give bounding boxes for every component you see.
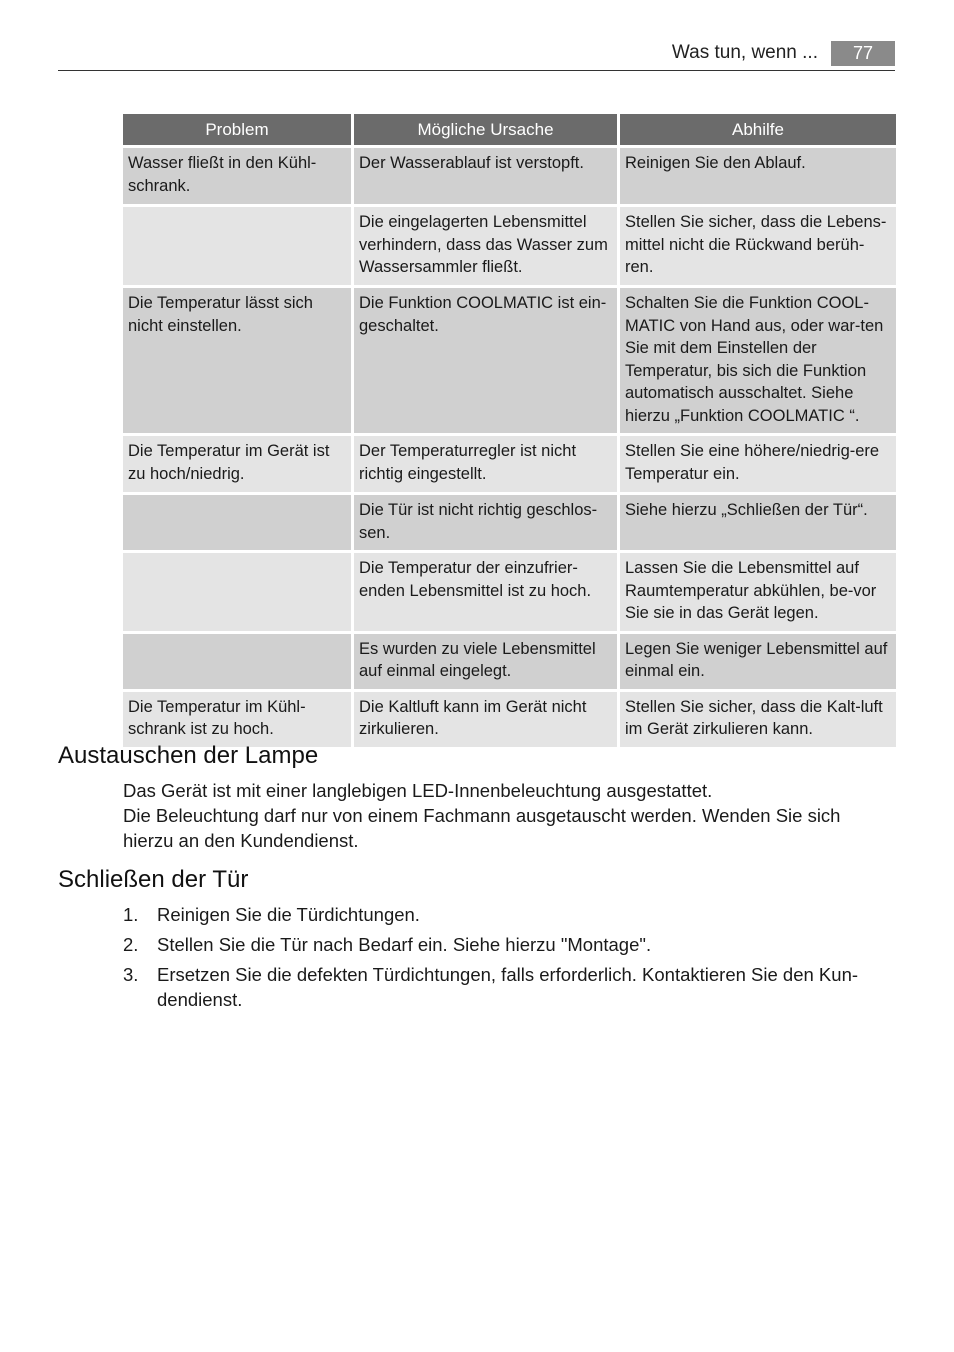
lamp-paragraph-2: Die Beleuchtung darf nur von einem Fachmann ausgetauscht werden. Wenden Sie sich hierzu an den Kundendienst. bbox=[123, 805, 841, 851]
step-number: 2. bbox=[123, 934, 139, 955]
cause-cell: Die Tür ist nicht richtig geschlos-sen. bbox=[354, 495, 617, 550]
remedy-cell: Stellen Sie sicher, dass die Kalt-luft im Gerät zirkulieren kann. bbox=[620, 692, 896, 747]
cause-cell: Die eingelagerten Lebensmittel verhindern, dass das Wasser zum Wassersammler fließt. bbox=[354, 207, 617, 285]
cause-cell: Es wurden zu viele Lebensmittel auf einmal eingelegt. bbox=[354, 634, 617, 689]
list-item bbox=[123, 963, 895, 1012]
remedy-cell: Siehe hierzu „Schließen der Tür“. bbox=[620, 495, 896, 550]
table-row bbox=[123, 692, 896, 747]
table-row bbox=[123, 634, 896, 689]
step-number: 1. bbox=[123, 904, 139, 925]
remedy-cell: Stellen Sie sicher, dass die Lebens-mittel nicht die Rückwand berüh-ren. bbox=[620, 207, 896, 285]
problem-cell bbox=[123, 207, 351, 285]
column-header-remedy: Abhilfe bbox=[620, 114, 896, 145]
page-number: 77 bbox=[831, 41, 895, 66]
problem-cell bbox=[123, 495, 351, 550]
problem-cell: Die Temperatur lässt sich nicht einstellen. bbox=[123, 288, 351, 433]
lamp-paragraph-1: Das Gerät ist mit einer langlebigen LED-Innenbeleuchtung ausgestattet. bbox=[123, 780, 713, 801]
table-row bbox=[123, 207, 896, 285]
section-title-door: Schließen der Tür bbox=[58, 866, 249, 893]
step-text: Reinigen Sie die Türdichtungen. bbox=[157, 904, 420, 925]
problem-cell: Die Temperatur im Kühl-schrank ist zu hoch. bbox=[123, 692, 351, 747]
door-steps-list bbox=[123, 903, 895, 1018]
table-row bbox=[123, 436, 896, 492]
step-text: Ersetzen Sie die defekten Türdichtungen, falls erforderlich. Kontaktieren Sie den Kun-dendienst. bbox=[157, 964, 859, 1010]
troubleshooting-table bbox=[120, 111, 899, 750]
header-divider bbox=[58, 70, 895, 71]
problem-cell: Die Temperatur im Gerät ist zu hoch/niedrig. bbox=[123, 436, 351, 492]
problem-cell: Wasser fließt in den Kühl-schrank. bbox=[123, 148, 351, 204]
remedy-cell: Reinigen Sie den Ablauf. bbox=[620, 148, 896, 204]
table-row bbox=[123, 148, 896, 204]
remedy-cell: Stellen Sie eine höhere/niedrig-ere Temperatur ein. bbox=[620, 436, 896, 492]
remedy-cell: Schalten Sie die Funktion COOL-MATIC von Hand aus, oder war-ten Sie mit dem Einstellen der Temperatur, bis sich die Funktion automatisch ausschaltet. Siehe hierzu „Funktion COOLMATIC “. bbox=[620, 288, 896, 433]
section-title-lamp: Austauschen der Lampe bbox=[58, 742, 319, 769]
page-header-title: Was tun, wenn ... bbox=[671, 42, 818, 63]
cause-cell: Die Kaltluft kann im Gerät nicht zirkulieren. bbox=[354, 692, 617, 747]
step-number: 3. bbox=[123, 964, 139, 985]
list-item bbox=[123, 933, 895, 958]
cause-cell: Der Temperaturregler ist nicht richtig eingestellt. bbox=[354, 436, 617, 492]
table-row bbox=[123, 495, 896, 550]
cause-cell: Der Wasserablauf ist verstopft. bbox=[354, 148, 617, 204]
remedy-cell: Legen Sie weniger Lebensmittel auf einmal ein. bbox=[620, 634, 896, 689]
remedy-cell: Lassen Sie die Lebensmittel auf Raumtemperatur abkühlen, be-vor Sie sie in das Gerät legen. bbox=[620, 553, 896, 631]
problem-cell bbox=[123, 634, 351, 689]
column-header-problem: Problem bbox=[123, 114, 351, 145]
table-header-row bbox=[123, 114, 896, 145]
step-text: Stellen Sie die Tür nach Bedarf ein. Siehe hierzu "Montage". bbox=[157, 934, 652, 955]
cause-cell: Die Funktion COOLMATIC ist ein-geschaltet. bbox=[354, 288, 617, 433]
list-item bbox=[123, 903, 895, 928]
problem-cell bbox=[123, 553, 351, 631]
column-header-cause: Mögliche Ursache bbox=[354, 114, 617, 145]
cause-cell: Die Temperatur der einzufrier-enden Lebensmittel ist zu hoch. bbox=[354, 553, 617, 631]
table-row bbox=[123, 553, 896, 631]
table-row bbox=[123, 288, 896, 433]
